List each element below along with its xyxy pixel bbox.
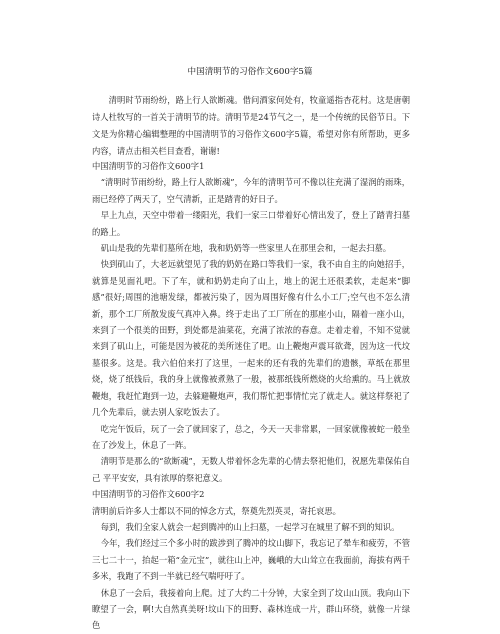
section-line: 清明前后许多人士都以不同的悼念方式，祭奠先烈英灵，寄托哀思。 — [92, 505, 341, 516]
section-line: 中国清明节的习俗作文600字2 — [92, 489, 205, 500]
body-paragraph: “清明时节雨纷纷，路上行人欲断魂”，今年的清明节可不像以往充满了湿润的雨珠，雨已经停了两天了，空气清新，正是踏青的好日子。 — [92, 177, 410, 204]
body-paragraph: 休息了一会后，我接着向上爬。过了大约二十分钟，大家全到了坟山山顶。我向山下瞭望了一会，啊!大自然真美呀!坟山下的田野、森林连成一片，群山环绕，就像一片绿色 — [92, 587, 410, 631]
body-paragraph: 矶山是我的先辈们墓所在地，我和奶奶等一些家里人在那里会和，一起去扫墓。 — [100, 243, 392, 254]
body-paragraph: 清明节是那么的“欲断魂”，无数人带着怀念先辈的心情去祭祀他们，祝愿先辈保佑自己 平平安安，具有浓厚的祭祀意义。 — [92, 456, 410, 483]
document-title: 中国清明节的习俗作文600字5篇 — [187, 67, 313, 77]
body-paragraph: 早上九点，天空中带着一缕阳光，我们一家三口带着好心情出发了，登上了踏青扫墓的路上。 — [92, 210, 410, 237]
document-body — [92, 158, 410, 634]
section-line: 中国清明节的习俗作文600字1 — [92, 161, 205, 171]
intro-paragraph: 清明时节雨纷纷，路上行人欲断魂。借问酒家何处有，牧童遥指杏花村。这是唐朝诗人杜牧写的一首关于清明节的诗。清明节是24节气之一，是一个传统的民俗节日。下文是为你精心编辑整理的中国清明节的习俗作文600字5篇，希望对你有所帮助，更多内容，请点击相关栏目查看，谢谢! — [92, 95, 410, 156]
body-paragraph: 快到矶山了，大老远就望见了我的奶奶在路口等我们一家，我不由自主的向她招手，就算是见面礼吧。下了车，就和奶奶走向了山上，地上的泥土还很柔软，走起来“脚感”很好;周围的池塘发绿，都被污染了，因为周围好像有什么小工厂;空气也不怎么清新，那个工厂所散发废气真冲入鼻。终于走出了工厂所在的那座小山，隔着一座小山，来到了一个很美的田野，到处都是油菜花，充满了浓浓的春意。走着走着，不知不觉就来到了矶山上，可能是因为被花的美所迷住了吧。山上鞭炮声震耳欲聋，因为这一代坟墓很多。这是。我六伯伯来打了这里，一起来的还有我的先辈们的遗骸，草纸在那里烧，烧了纸钱后，我的身上就像被煮熟了一般，被那纸钱所燃烧的火给熏的。马上就放鞭炮，我赶忙跑到一边，去躲避鞭炮声，我们帮忙把事情忙完了就走人。就这样祭祀了几个先辈后，就去别人家吃饭去了。 — [92, 259, 410, 418]
body-paragraph: 每到，我们全家人就会一起到腾冲的山上扫墓，一起学习在城里了解不到的知识。 — [100, 521, 400, 532]
body-paragraph: 吃完午饭后，玩了一会了就回家了，总之，今天一天非常累，一回家就像被蛇一般坐在了沙发上，休息了一阵。 — [92, 423, 410, 450]
body-paragraph: 今年，我们经过三个多小时的跋涉到了腾冲的坟山脚下，我忘记了晕车和疲劳，不管三七二十一，抬起一箱“金元宝”，就往山上冲，巍峨的大山耸立在我面前，海拔有两千多米，我跑了不到一半就已经气喘吁吁了。 — [92, 538, 410, 582]
